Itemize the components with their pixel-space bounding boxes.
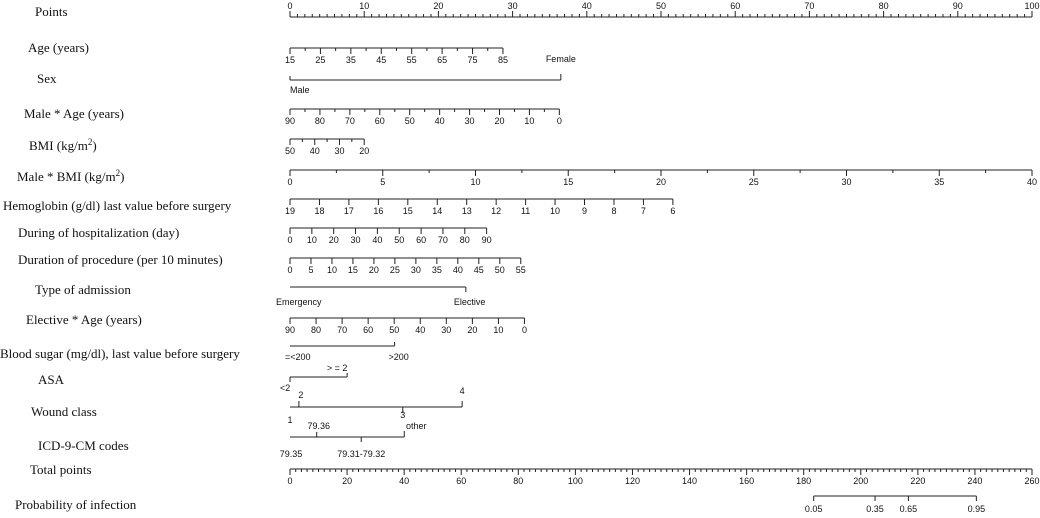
tick-label: 25: [748, 177, 759, 187]
tick-label: 35: [431, 265, 442, 275]
row-label: Blood sugar (mg/dl), last value before surgery: [0, 346, 240, 361]
row-label: Points: [35, 4, 68, 19]
level-label: 1: [287, 415, 293, 425]
points-tick-label: 30: [507, 1, 518, 11]
row-label: Type of admission: [35, 282, 131, 297]
tick-label: 5: [308, 265, 314, 275]
level-label: Emergency: [276, 297, 322, 307]
level-label: <2: [280, 383, 291, 393]
tick-label: 15: [563, 177, 574, 187]
tick-label: 75: [467, 55, 478, 65]
tick-label: 10: [326, 265, 337, 275]
tick-label: 0: [521, 325, 527, 335]
tick-label: 60: [416, 235, 427, 245]
total-tick-label: 100: [567, 476, 583, 486]
tick-label: 80: [314, 116, 325, 126]
tick-label: 90: [481, 235, 492, 245]
row-label: Duration of procedure (per 10 minutes): [18, 252, 223, 267]
tick-label: 16: [373, 206, 384, 216]
tick-label: 40: [309, 146, 320, 156]
level-label: 79.35: [279, 449, 303, 459]
prob-tick-label: 0.95: [967, 504, 986, 514]
tick-label: 80: [459, 235, 470, 245]
row-label: ASA: [38, 372, 65, 387]
tick-label: 40: [452, 265, 463, 275]
total-tick-label: 240: [967, 476, 983, 486]
tick-label: 50: [494, 265, 505, 275]
tick-label: 40: [1026, 177, 1038, 187]
total-tick-label: 200: [853, 476, 869, 486]
tick-label: 7: [640, 206, 646, 216]
tick-label: 60: [374, 116, 385, 126]
tick-label: 12: [491, 206, 502, 216]
tick-label: 35: [934, 177, 945, 187]
tick-label: 10: [524, 116, 535, 126]
tick-label: 10: [493, 325, 504, 335]
level-label: > = 2: [326, 363, 348, 373]
tick-label: 90: [284, 325, 296, 335]
total-tick-label: 140: [682, 476, 698, 486]
level-label: 79.31-79.32: [337, 449, 386, 459]
tick-label: 80: [311, 325, 322, 335]
level-label: Female: [545, 54, 576, 64]
tick-label: 55: [515, 265, 526, 275]
tick-label: 25: [389, 265, 400, 275]
tick-label: 50: [404, 116, 415, 126]
tick-label: 30: [441, 325, 452, 335]
tick-label: 15: [402, 206, 413, 216]
tick-label: 70: [437, 235, 448, 245]
tick-label: 0: [287, 177, 293, 187]
tick-label: 20: [655, 177, 667, 187]
tick-label: 11: [520, 206, 531, 216]
row-label: During of hospitalization (day): [18, 225, 180, 240]
tick-label: 0: [287, 265, 293, 275]
points-tick-label: 60: [730, 1, 741, 11]
tick-label: 40: [434, 116, 445, 126]
total-tick-label: 180: [796, 476, 812, 486]
row-label: Male * Age (years): [24, 106, 124, 121]
tick-label: 5: [380, 177, 386, 187]
points-tick-label: 50: [655, 1, 667, 11]
row-label: Age (years): [28, 40, 89, 55]
tick-label: 30: [334, 146, 345, 156]
tick-label: 20: [467, 325, 478, 335]
tick-label: 15: [347, 265, 358, 275]
tick-label: 85: [497, 55, 508, 65]
level-label: 79.36: [307, 421, 330, 431]
points-tick-label: 0: [287, 1, 293, 11]
points-tick-label: 80: [878, 1, 889, 11]
row-label: Hemoglobin (g/dl) last value before surgery: [3, 198, 232, 213]
tick-label: 15: [284, 55, 296, 65]
row-label: Elective * Age (years): [26, 312, 142, 327]
tick-label: 14: [432, 206, 443, 216]
points-tick-label: 100: [1024, 1, 1040, 11]
row-label: Total points: [30, 462, 92, 477]
level-label: 3: [400, 410, 406, 420]
tick-label: 35: [345, 55, 356, 65]
tick-label: 8: [611, 206, 617, 216]
points-tick-label: 90: [952, 1, 963, 11]
level-label: >200: [388, 352, 409, 362]
total-tick-label: 40: [399, 476, 410, 486]
tick-label: 90: [284, 116, 296, 126]
tick-label: 55: [406, 55, 417, 65]
tick-label: 50: [394, 235, 405, 245]
points-tick-label: 70: [804, 1, 815, 11]
points-tick-label: 20: [433, 1, 444, 11]
points-tick-label: 40: [581, 1, 592, 11]
level-label: Male: [290, 85, 310, 95]
tick-label: 9: [582, 206, 588, 216]
total-tick-label: 160: [739, 476, 755, 486]
row-label: Wound class: [31, 404, 97, 419]
tick-label: 30: [464, 116, 475, 126]
tick-label: 20: [359, 146, 370, 156]
row-label: BMI $(kg/m^2)$: [29, 137, 97, 153]
prob-tick-label: 0.05: [804, 504, 823, 514]
tick-label: 50: [284, 146, 296, 156]
prob-tick-label: 0.65: [899, 504, 918, 514]
prob-tick-label: 0.35: [866, 504, 884, 514]
tick-label: 6: [670, 206, 676, 216]
level-label: 2: [298, 390, 304, 400]
total-tick-label: 60: [456, 476, 467, 486]
level-label: =<200: [285, 352, 311, 362]
tick-label: 40: [372, 235, 383, 245]
tick-label: 0: [287, 235, 293, 245]
tick-label: 30: [410, 265, 421, 275]
tick-label: 20: [494, 116, 505, 126]
total-tick-label: 80: [513, 476, 524, 486]
tick-label: 17: [343, 206, 354, 216]
tick-label: 0: [556, 116, 562, 126]
tick-label: 20: [328, 235, 339, 245]
tick-label: 18: [314, 206, 325, 216]
tick-label: 40: [415, 325, 426, 335]
row-label: Probability of infection: [15, 497, 137, 512]
tick-label: 30: [350, 235, 361, 245]
tick-label: 50: [389, 325, 400, 335]
tick-label: 13: [461, 206, 472, 216]
total-tick-label: 260: [1024, 476, 1040, 486]
tick-label: 65: [437, 55, 448, 65]
tick-label: 30: [841, 177, 852, 187]
total-tick-label: 220: [910, 476, 926, 486]
total-tick-label: 120: [624, 476, 640, 486]
level-label: other: [406, 421, 427, 431]
level-label: Elective: [453, 297, 486, 307]
tick-label: 70: [344, 116, 355, 126]
total-tick-label: 20: [342, 476, 353, 486]
tick-label: 45: [473, 265, 484, 275]
tick-label: 25: [315, 55, 326, 65]
tick-label: 45: [376, 55, 387, 65]
tick-label: 20: [368, 265, 379, 275]
tick-label: 10: [550, 206, 561, 216]
row-label: ICD-9-CM codes: [38, 438, 129, 453]
tick-label: 10: [470, 177, 481, 187]
tick-label: 19: [284, 206, 296, 216]
row-label: Sex: [37, 71, 57, 86]
level-label: 4: [459, 386, 465, 396]
total-tick-label: 0: [287, 476, 293, 486]
tick-label: 60: [363, 325, 374, 335]
tick-label: 10: [306, 235, 317, 245]
points-tick-label: 10: [359, 1, 370, 11]
tick-label: 70: [337, 325, 348, 335]
row-label: Male * BMI $(kg/m^2)$: [17, 168, 125, 184]
